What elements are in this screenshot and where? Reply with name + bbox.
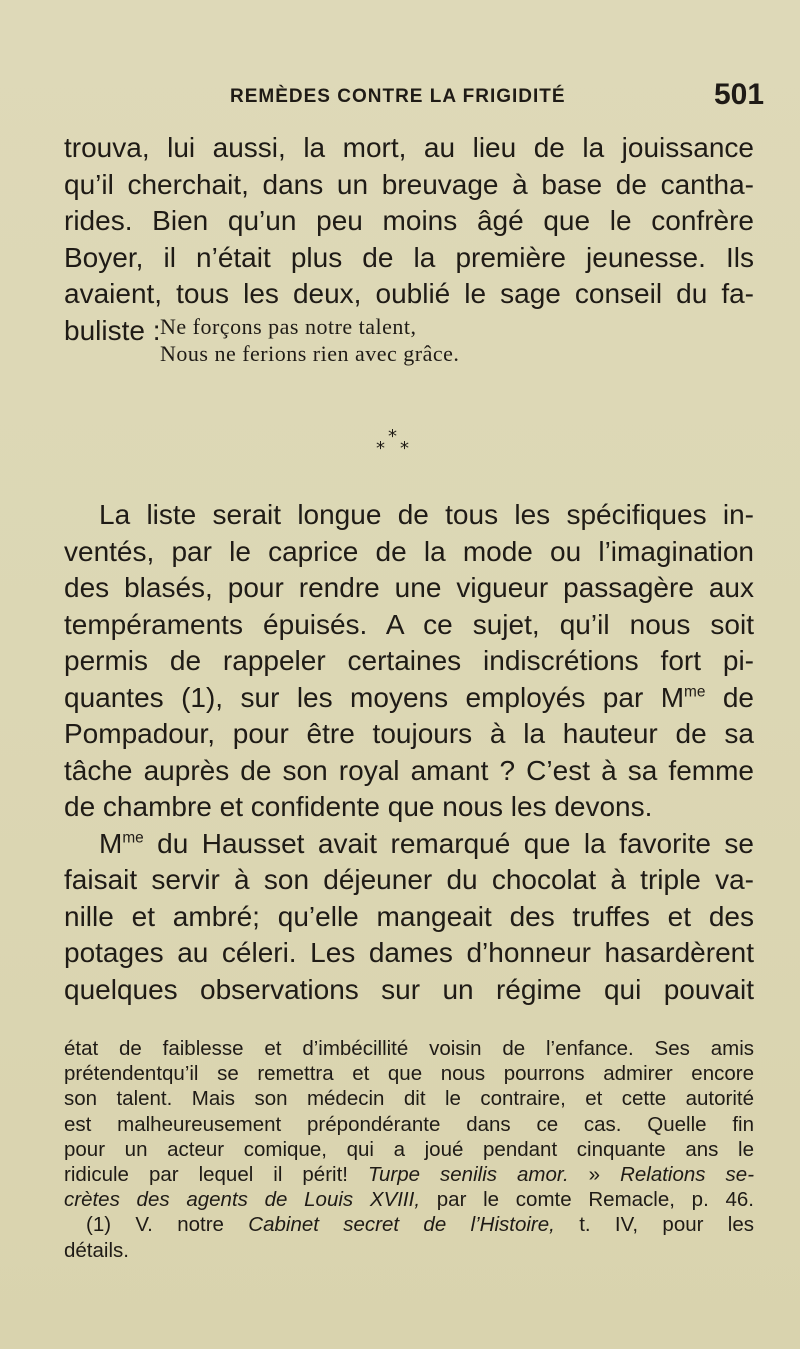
text-run: par le comte Remacle, p. 46. [420,1188,755,1212]
footnote-line: prétendentqu’il se remettra et que nous pourrons admirer encore [64,1062,754,1086]
footnote-line [64,1212,754,1237]
text-run: (1) V. notre [86,1213,249,1237]
text-line: qu’il cherchait, dans un breuvage à base de cantha- [64,168,754,200]
text-run: du Hausset avait remarqué que la favorite se [143,827,754,859]
footnote-line: état de faiblesse et d’imbécillité voisin de l’enfance. Ses amis [64,1037,754,1060]
text-line: Pompadour, pour être toujours à la hauteur de sa [64,718,754,749]
text-line: La liste serait longue de tous les spécifiques in- [99,499,754,530]
footnote-line: est malheureusement prépondérante dans ce cas. Quelle fin [64,1112,754,1136]
text-line: permis de rappeler certaines indiscrétions fort pi- [64,645,754,676]
verse-quotation [160,313,459,367]
text-line: Boyer, il n’était plus de la première jeunesse. Ils [64,241,754,273]
text-run: » [568,1163,621,1187]
text-run: M [99,827,123,859]
text-line: trouva, lui aussi, la mort, au lieu de la jouissance [64,132,754,163]
italic-title: Relations se- [620,1163,755,1187]
text-line: potages au céleri. Les dames d’honneur hasardèrent [64,937,754,968]
asterism-divider [376,428,436,468]
superscript: me [684,683,706,701]
verse-line: Nous ne ferions rien avec grâce. [160,341,460,366]
text-line: de chambre et confidente que nous les devons. [64,791,653,822]
text-line: faisait servir à son déjeuner du chocolat à triple va- [64,864,754,895]
text-run: de [705,681,754,713]
text-line: ventés, par le caprice de la mode ou l’imagination [64,535,754,567]
text-line [64,826,754,863]
paragraph-2 [64,497,754,1008]
footnote-line: pour un acteur comique, qui a joué pendant cinquante ans le [64,1137,754,1161]
running-head: REMÈDES CONTRE LA FRIGIDITÉ [230,86,566,107]
text-run: ridicule par lequel il périt! [64,1163,368,1187]
footnote-line: détails. [64,1238,129,1262]
text-run: quantes (1), sur les moyens employés par M [64,681,685,713]
page-header [0,78,800,118]
text-line: rides. Bien qu’un peu moins âgé que le confrère [64,205,754,236]
asterisk: * [388,426,397,447]
page-number: 501 [714,78,765,111]
text-line [64,680,754,717]
text-line: nille et ambré; qu’elle mangeait des truffes et des [64,900,754,932]
text-line: tâche auprès de son royal amant ? C’est à sa femme [64,754,754,786]
text-line: avaient, tous les deux, oublié le sage conseil du fa- [64,278,754,309]
text-line: tempéraments épuisés. A ce sujet, qu’il nous soit [64,608,754,640]
text-line: buliste : [64,314,161,346]
text-line: quelques observations sur un régime qui pouvait [64,973,754,1005]
text-run: t. IV, pour les [554,1213,755,1237]
footnote-line: son talent. Mais son médecin dit le contraire, et cette autorité [64,1087,754,1111]
footnote-line [64,1187,754,1212]
verse-line: Ne forçons pas notre talent, [160,314,417,339]
footnotes [64,1036,754,1263]
superscript: me [122,829,144,847]
asterisk: * [400,438,409,459]
italic-title: Cabinet secret de l’Histoire, [248,1213,555,1237]
text-line: des blasés, pour rendre une vigueur passagère aux [64,572,754,603]
italic-title: Turpe senilis amor. [368,1163,569,1187]
asterisk: * [376,438,385,459]
italic-title: crètes des agents de Louis XVIII, [64,1188,421,1212]
footnote-line [64,1162,754,1187]
